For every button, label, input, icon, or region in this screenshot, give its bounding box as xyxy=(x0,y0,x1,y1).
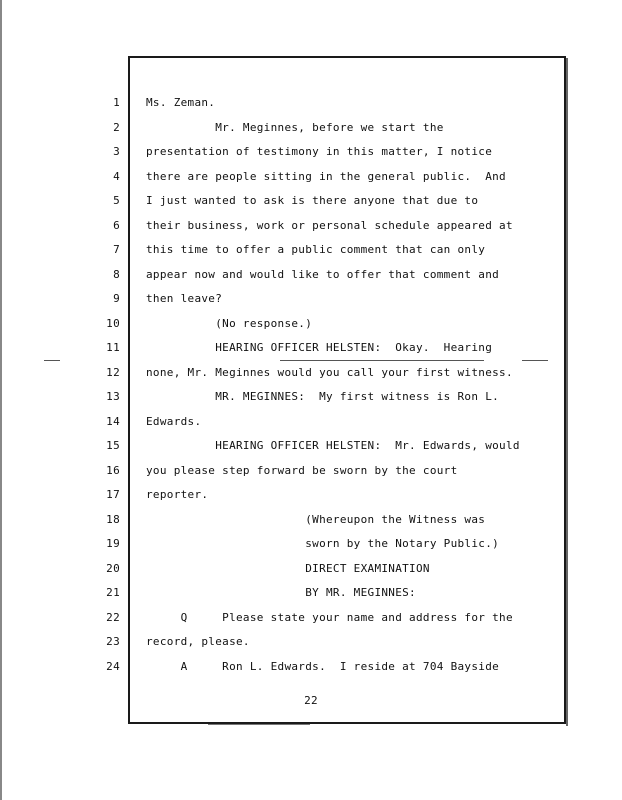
transcript-line: presentation of testimony in this matter, I notice xyxy=(146,145,493,158)
transcript-line: record, please. xyxy=(146,635,250,648)
transcript-line: Edwards. xyxy=(146,414,202,428)
transcript-line: (No response.) xyxy=(146,316,313,330)
line-number: 24 xyxy=(106,659,120,673)
page-number: 22 xyxy=(304,694,318,707)
line-number: 7 xyxy=(113,243,120,256)
scan-mark-mid xyxy=(280,360,484,361)
line-number: 8 xyxy=(113,267,120,281)
transcript-line: their business, work or personal schedule appeared at xyxy=(146,218,513,232)
transcript-line: none, Mr. Meginnes would you call your first witness. xyxy=(146,365,513,379)
transcript-line: then leave? xyxy=(146,292,223,305)
line-number: 5 xyxy=(113,194,120,207)
transcript-line: MR. MEGINNES: My first witness is Ron L. xyxy=(146,390,500,403)
transcript-line: HEARING OFFICER HELSTEN: Okay. Hearing xyxy=(146,341,493,354)
line-number: 10 xyxy=(106,316,120,330)
line-number: 21 xyxy=(106,586,120,599)
transcript-line: there are people sitting in the general public. And xyxy=(146,169,506,183)
transcript-line: this time to offer a public comment that can only xyxy=(146,243,486,256)
line-number: 13 xyxy=(106,390,120,403)
line-number: 16 xyxy=(106,463,120,477)
line-number: 17 xyxy=(106,488,120,501)
transcript-line: Ms. Zeman. xyxy=(146,96,216,109)
transcript-line: DIRECT EXAMINATION xyxy=(146,561,430,575)
transcript-line: I just wanted to ask is there anyone that due to xyxy=(146,194,479,207)
transcript-line: Q Please state your name and address for the xyxy=(146,610,513,624)
transcript-line: reporter. xyxy=(146,488,209,501)
scan-mark-right xyxy=(522,360,548,361)
page-border-shadow xyxy=(566,58,568,726)
line-number: 18 xyxy=(106,512,120,526)
scan-mark-left xyxy=(44,360,60,361)
line-number: 15 xyxy=(106,439,120,452)
transcript-line: A Ron L. Edwards. I reside at 704 Bayside xyxy=(146,659,500,673)
line-number: 1 xyxy=(113,96,120,109)
transcript-line: HEARING OFFICER HELSTEN: Mr. Edwards, would xyxy=(146,439,520,452)
transcript-line: (Whereupon the Witness was xyxy=(146,512,486,526)
transcript-line: appear now and would like to offer that comment and xyxy=(146,267,500,281)
line-number: 19 xyxy=(106,537,120,550)
line-number: 9 xyxy=(113,292,120,305)
line-number: 20 xyxy=(106,561,120,575)
transcript-line: BY MR. MEGINNES: xyxy=(146,586,416,599)
line-number: 4 xyxy=(113,169,120,183)
line-number: 23 xyxy=(106,635,120,648)
scan-left-edge xyxy=(0,0,2,800)
transcript-line: sworn by the Notary Public.) xyxy=(146,537,500,550)
line-number: 11 xyxy=(106,341,120,354)
scan-mark-bottom xyxy=(208,724,310,725)
line-number: 3 xyxy=(113,145,120,158)
transcript-line: Mr. Meginnes, before we start the xyxy=(146,120,444,134)
line-number: 12 xyxy=(106,365,120,379)
line-number: 14 xyxy=(106,414,120,428)
line-number: 2 xyxy=(113,120,120,134)
line-number: 22 xyxy=(106,610,120,624)
line-number: 6 xyxy=(113,218,120,232)
transcript-line: you please step forward be sworn by the court xyxy=(146,463,458,477)
